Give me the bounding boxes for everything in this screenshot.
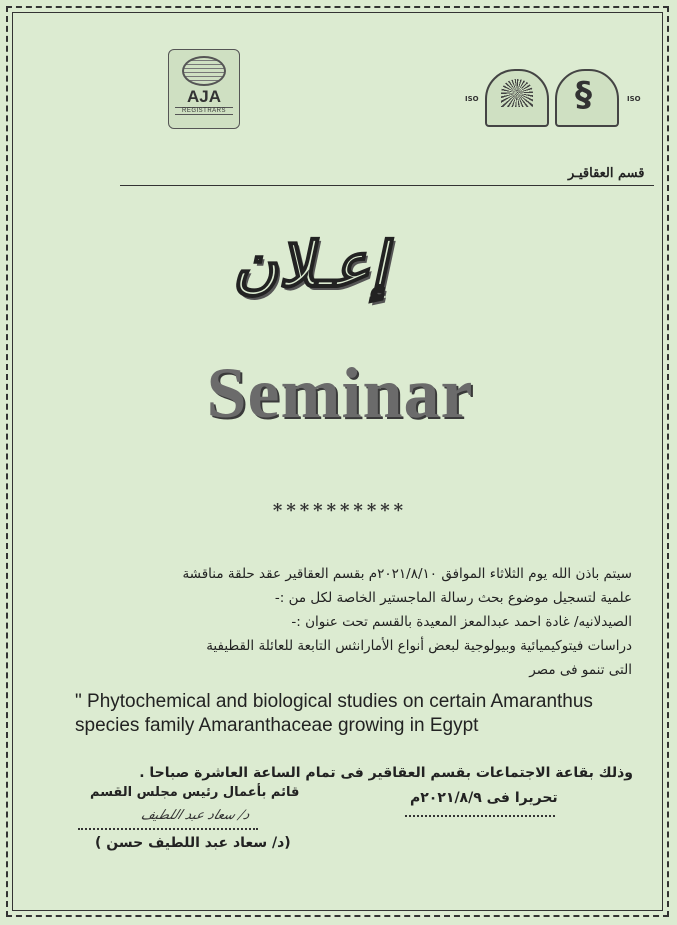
- signature-dotted-line: [78, 828, 258, 830]
- date-dotted-line: [405, 815, 555, 817]
- signer-name: (د/ سعاد عبد اللطيف حسن ): [95, 835, 291, 851]
- body-line-5: التى تنمو فى مصر: [529, 662, 632, 678]
- iso-label-left: ISO: [465, 95, 479, 103]
- pharmacy-seal-icon: [555, 69, 619, 127]
- department-label: قسم العقاقيـر: [568, 166, 645, 181]
- english-thesis-title: [75, 690, 635, 738]
- issue-date: تحريرا فى ٢٠٢١/٨/٩م: [410, 790, 558, 806]
- body-line-2: علمية لتسجيل موضوع بحث رسالة الماجستير الخاصة لكل من :-: [274, 590, 632, 606]
- body-line-3: الصيدلانيه/ غادة احمد عبدالمعز المعيدة بالقسم تحت عنوان :-: [291, 614, 632, 630]
- iso-label-right: ISO: [627, 95, 641, 103]
- aja-logo-text: AJA: [186, 87, 221, 106]
- header-divider: [120, 185, 654, 186]
- body-line-1: سيتم باذن الله يوم الثلاثاء الموافق ٢٠٢١/٨/١٠م بقسم العقاقير عقد حلقة مناقشة: [182, 566, 632, 582]
- aja-logo-subtext: REGISTRARS: [175, 107, 233, 115]
- venue-line: وذلك بقاعة الاجتماعات بقسم العقاقير فى تمام الساعة العاشرة صباحا .: [139, 765, 633, 781]
- star-divider: **********: [272, 500, 408, 521]
- handwritten-signature: د/ سعاد عبد اللطيف: [138, 808, 253, 823]
- announcement-heading: إعـلان: [229, 228, 401, 301]
- acting-head-title: قائم بأعمال رئيس مجلس القسم: [90, 785, 300, 800]
- seminar-title: Seminar: [206, 353, 474, 433]
- globe-icon: [182, 56, 226, 86]
- english-title-line-2: species family Amaranthaceae growing in Egypt: [75, 715, 479, 736]
- aja-registrars-logo: [168, 49, 240, 129]
- sunburst-icon: [501, 79, 533, 107]
- body-line-4: دراسات فيتوكيميائية وبيولوجية لبعض أنواع الأمارانثس التابعة للعائلة القطيفية: [206, 638, 632, 654]
- faculty-seal-icon: [485, 69, 549, 127]
- english-title-line-1: " Phytochemical and biological studies on certain Amaranthus: [75, 691, 593, 712]
- announcement-body: [70, 562, 632, 682]
- caduceus-icon: §: [575, 75, 592, 115]
- university-faculty-logos: [455, 65, 653, 160]
